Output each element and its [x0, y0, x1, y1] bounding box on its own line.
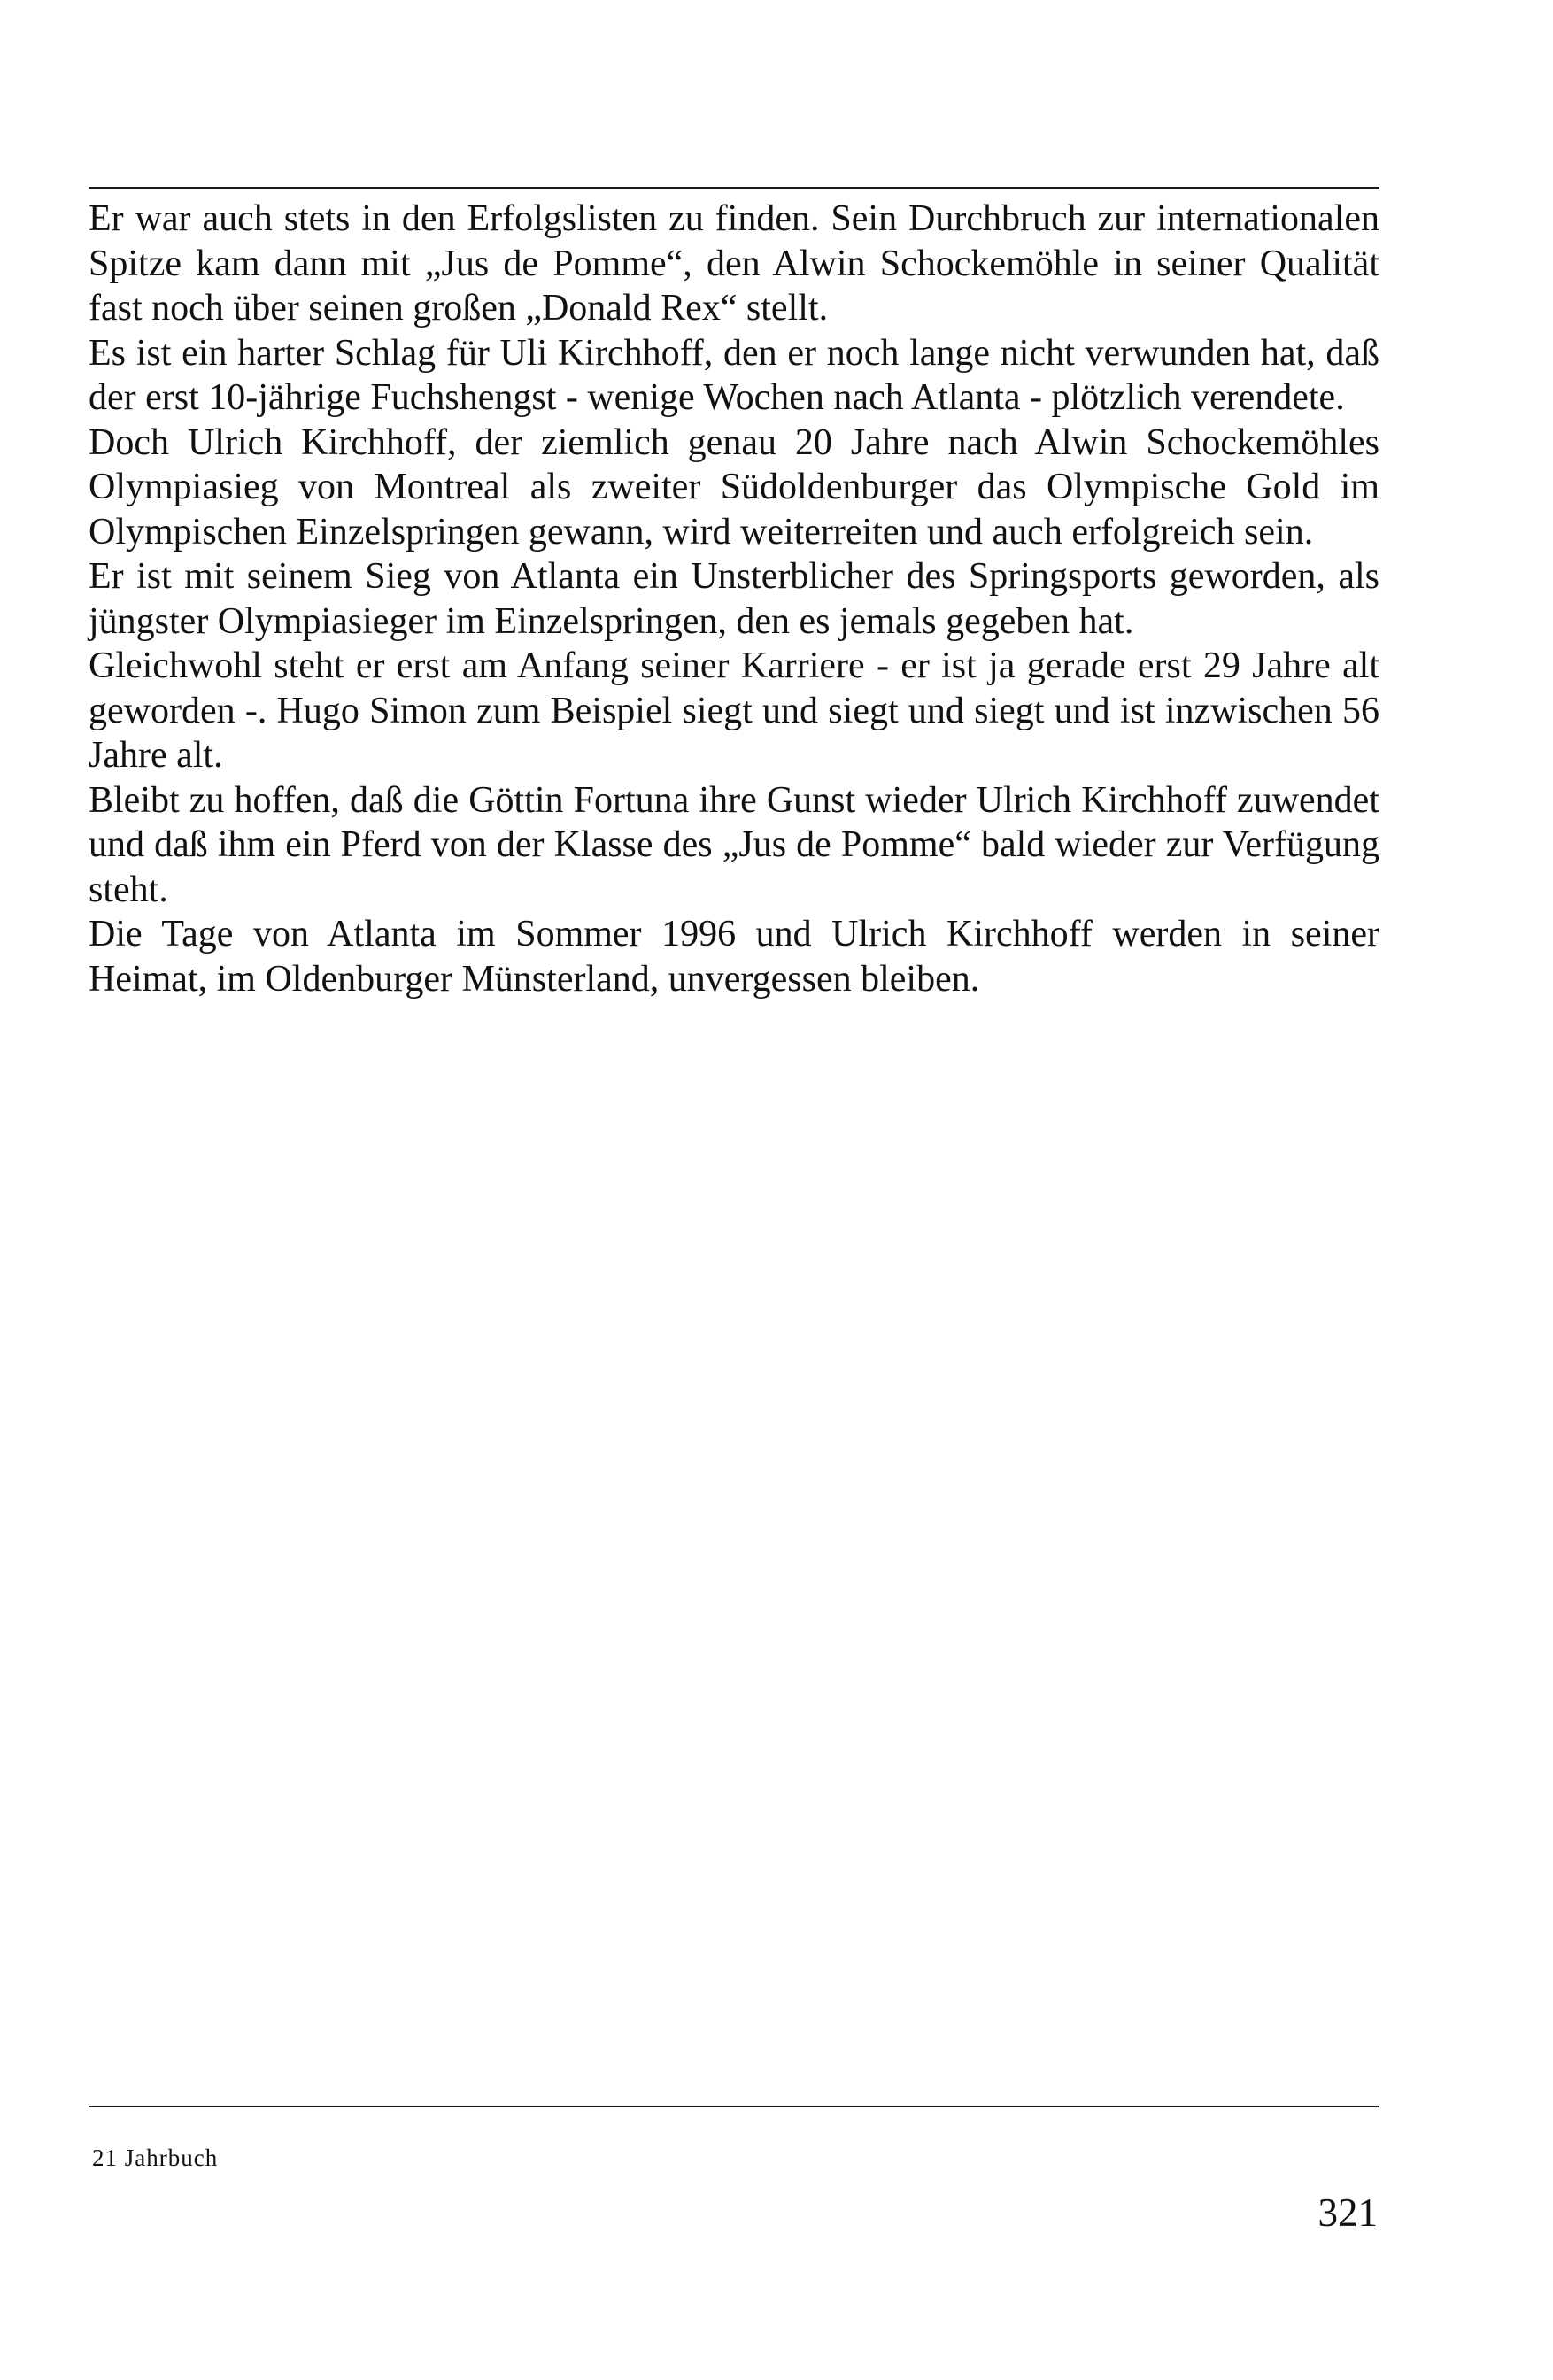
paragraph-2: Es ist ein harter Schlag für Uli Kirchhoff, den er noch lange nicht verwunden hat, daß der erst 10-jährige Fuchshengst - wenige Wochen nach Atlanta - plötzlich verendete.: [89, 332, 1379, 418]
footer-signature: 21 Jahrbuch: [92, 2144, 219, 2171]
paragraph-4: Er ist mit seinem Sieg von Atlanta ein Unsterblicher des Springsports geworden, als jüngster Olympiasieger im Einzelspringen, den es jemals gegeben hat.: [89, 556, 1379, 642]
paragraph-7: Die Tage von Atlanta im Sommer 1996 und Ulrich Kirchhoff werden in seiner Heimat, im Oldenburger Münsterland, unvergessen bleiben.: [89, 914, 1379, 1000]
top-rule: [89, 187, 1379, 189]
paragraph-1: Er war auch stets in den Erfolgslisten zu finden. Sein Durchbruch zur internationalen Spitze kam dann mit „Jus de Pomme“, den Alwin Schockemöhle in seiner Qualität fast noch über seinen großen „Donald Rex“ stellt.: [89, 198, 1379, 328]
paragraph-5: Gleichwohl steht er erst am Anfang seiner Karriere - er ist ja gerade erst 29 Jahre alt geworden -. Hugo Simon zum Beispiel siegt und siegt und siegt und ist inzwischen 56 Jahre alt.: [89, 645, 1379, 776]
paragraph-6: Bleibt zu hoffen, daß die Göttin Fortuna ihre Gunst wieder Ulrich Kirchhoff zuwendet und daß ihm ein Pferd von der Klasse des „Jus de Pomme“ bald wieder zur Verfügung steht.: [89, 779, 1379, 910]
paragraph-3: Doch Ulrich Kirchhoff, der ziemlich genau 20 Jahre nach Alwin Schockemöhles Olympiasieg von Montreal als zweiter Südoldenburger das Olympische Gold im Olympischen Einzelspringen gewann, wird weiterreiten und auch erfolgreich sein.: [89, 421, 1379, 552]
body-text: [89, 197, 1379, 1001]
page-number: 321: [1317, 2191, 1378, 2235]
footer-rule: [89, 2106, 1379, 2107]
